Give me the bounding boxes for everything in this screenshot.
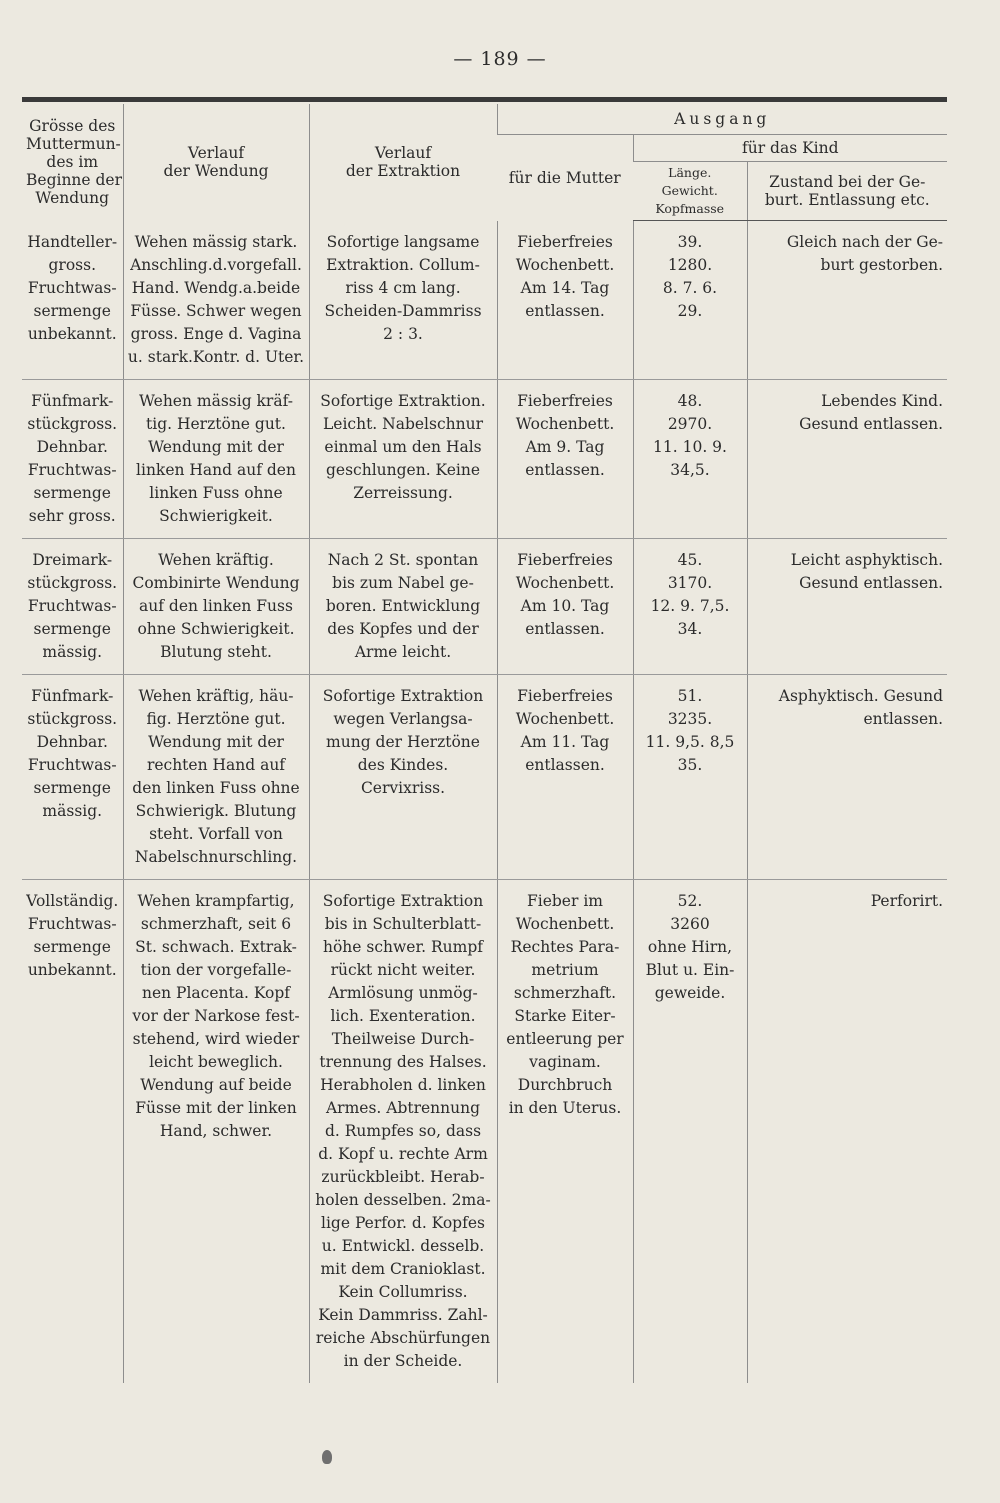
- cell-line: Sofortige Extraktion: [322, 891, 484, 910]
- header-verlauf-wendung: Verlauf der Wendung: [123, 104, 309, 221]
- header-fuer-mutter: für die Mutter: [508, 168, 621, 187]
- cell-line: 2 : 3.: [383, 324, 423, 343]
- cell-line: Kein Dammriss. Zahl-: [318, 1305, 488, 1324]
- cell-line: u. stark.Kontr. d. Uter.: [127, 347, 305, 366]
- cell-groesse: [22, 674, 123, 879]
- cell-line: Gleich nach der Ge-: [786, 233, 944, 251]
- cell-wendung: [123, 538, 309, 674]
- cell-line: entleerung per: [506, 1029, 624, 1048]
- cell-line: 12. 9. 7,5.: [650, 596, 730, 615]
- cell-line: 3235.: [667, 709, 713, 728]
- cell-masse: [633, 221, 747, 380]
- cell-line: entlassen.: [525, 755, 605, 774]
- header-verlauf-extraktion: Verlauf der Extraktion: [309, 104, 497, 221]
- cell-line: Nach 2 St. spontan: [327, 550, 479, 569]
- cell-line: 11. 9,5. 8,5: [645, 732, 735, 751]
- cell-line: Theilweise Durch-: [331, 1029, 475, 1048]
- cell-line: Wochenbett.: [515, 255, 615, 274]
- cell-line: Hand, schwer.: [159, 1121, 273, 1140]
- cell-line: mung der Herztöne: [326, 732, 480, 751]
- cell-line: vor der Narkose fest-: [132, 1006, 300, 1025]
- cell-line: 3170.: [667, 573, 713, 592]
- cell-zustand: [747, 221, 947, 380]
- cell-line: Leicht asphyktisch.: [790, 550, 944, 569]
- cell-extraktion: [309, 674, 497, 879]
- cell-line: vaginam.: [529, 1052, 601, 1071]
- cell-line: d. Kopf u. rechte Arm: [318, 1144, 488, 1163]
- cell-line: 1280.: [667, 256, 713, 274]
- cell-line: gross.: [48, 255, 96, 274]
- cell-line: Combinirte Wendung: [132, 573, 300, 592]
- top-rule: [22, 97, 947, 102]
- cell-line: sermenge: [33, 301, 111, 320]
- header-laenge-gewicht: Länge. Gewicht. Kopfmasse: [633, 162, 747, 221]
- cell-line: Starke Eiter-: [514, 1006, 616, 1025]
- cell-line: bis in Schulterblatt-: [324, 914, 482, 933]
- cell-masse: [633, 538, 747, 674]
- cell-line: lich. Exenteration.: [330, 1006, 476, 1025]
- header-zustand: Zustand bei der Ge- burt. Entlassung etc.: [747, 162, 947, 221]
- cell-line: 34.: [677, 619, 703, 638]
- cell-wendung: [123, 221, 309, 380]
- cell-line: 34,5.: [670, 460, 710, 479]
- cell-line: Wochenbett.: [515, 414, 615, 433]
- cell-line: nen Placenta. Kopf: [141, 983, 290, 1002]
- cell-line: Fruchtwas-: [27, 914, 117, 933]
- cell-line: holen desselben. 2ma-: [315, 1190, 491, 1209]
- cell-line: Fruchtwas-: [27, 755, 117, 774]
- cell-extraktion: [309, 379, 497, 538]
- page-number: — 189 —: [453, 48, 547, 70]
- header-ausgang: Ausgang: [497, 104, 947, 135]
- cell-line: Fünfmark-: [31, 391, 114, 410]
- cell-line: 8. 7. 6.: [662, 279, 718, 297]
- cell-line: burt gestorben.: [820, 256, 944, 274]
- cell-line: Fruchtwas-: [27, 596, 117, 615]
- cell-line: Armes. Abtrennung: [325, 1098, 481, 1117]
- cell-line: boren. Entwicklung: [325, 596, 481, 615]
- cell-line: des Kindes.: [357, 755, 449, 774]
- cell-line: Sofortige Extraktion.: [320, 391, 486, 410]
- cell-line: Nabelschnurschling.: [134, 847, 298, 866]
- cell-line: Leicht. Nabelschnur: [322, 414, 484, 433]
- cell-extraktion: [309, 879, 497, 1383]
- cell-line: stückgross.: [27, 414, 118, 433]
- cell-line: 3260: [670, 914, 710, 933]
- cell-line: 2970.: [667, 414, 713, 433]
- cell-wendung: [123, 379, 309, 538]
- cell-line: Am 9. Tag: [525, 437, 605, 456]
- cell-line: sehr gross.: [28, 506, 116, 525]
- cell-line: Lebendes Kind.: [821, 391, 944, 410]
- cell-line: lige Perfor. d. Kopfes: [321, 1213, 485, 1232]
- table-row: [22, 221, 947, 380]
- cell-line: Sofortige langsame: [326, 232, 480, 251]
- cell-line: Fruchtwas-: [27, 460, 117, 479]
- cell-mutter: [497, 674, 633, 879]
- cell-groesse: [22, 538, 123, 674]
- cell-line: Fünfmark-: [31, 686, 114, 705]
- cell-line: Hand. Wendg.a.beide: [131, 278, 301, 297]
- cell-line: Perforirt.: [870, 891, 944, 910]
- cell-line: stückgross.: [27, 709, 118, 728]
- cell-line: 11. 10. 9.: [653, 437, 727, 456]
- cell-line: 29.: [677, 302, 703, 320]
- cell-wendung: [123, 674, 309, 879]
- cell-line: einmal um den Hals: [324, 437, 482, 456]
- cell-line: tig. Herztöne gut.: [146, 414, 286, 433]
- cell-line: Sofortige Extraktion: [322, 686, 484, 705]
- table-row: [22, 674, 947, 879]
- cell-line: sermenge: [33, 937, 111, 956]
- cell-line: Blut u. Ein-: [645, 960, 735, 979]
- cell-zustand: [747, 379, 947, 538]
- cell-line: Vollständig.: [26, 891, 119, 910]
- cell-groesse: [22, 221, 123, 380]
- cell-line: St. schwach. Extrak-: [135, 937, 297, 956]
- cell-line: Füsse. Schwer wegen: [130, 301, 302, 320]
- table-header: [22, 104, 947, 221]
- cell-line: linken Hand auf den: [136, 460, 296, 479]
- cell-mutter: [497, 538, 633, 674]
- cell-masse: [633, 674, 747, 879]
- cell-line: mässig.: [42, 801, 103, 820]
- cell-mutter: [497, 379, 633, 538]
- cell-line: tion der vorgefalle-: [140, 960, 292, 979]
- cell-line: Anschling.d.vorgefall.: [130, 255, 302, 274]
- cell-line: mässig.: [42, 642, 103, 661]
- cell-line: mit dem Cranioklast.: [320, 1259, 486, 1278]
- cell-line: Wendung auf beide: [140, 1075, 292, 1094]
- cell-line: Cervixriss.: [360, 778, 446, 797]
- cell-line: Asphyktisch. Gesund: [778, 686, 944, 705]
- cell-line: Wehen mässig kräf-: [138, 391, 294, 410]
- cell-line: Füsse mit der linken: [135, 1098, 297, 1117]
- cell-line: des Kopfes und der: [327, 619, 479, 638]
- cell-groesse: [22, 879, 123, 1383]
- header-fuer-kind: für das Kind: [633, 135, 947, 162]
- cell-line: Wendung mit der: [148, 437, 284, 456]
- cell-line: Fruchtwas-: [27, 278, 117, 297]
- cell-line: ohne Hirn,: [647, 937, 733, 956]
- cell-line: Dehnbar.: [36, 437, 108, 456]
- cell-line: Armlösung unmög-: [328, 983, 478, 1002]
- cell-groesse: [22, 379, 123, 538]
- cell-line: sermenge: [33, 778, 111, 797]
- cell-zustand: [747, 538, 947, 674]
- cell-line: entlassen.: [863, 709, 944, 728]
- cell-line: schmerzhaft.: [513, 983, 617, 1002]
- cell-line: Fieberfreies: [517, 550, 613, 569]
- cell-line: u. Entwickl. desselb.: [321, 1236, 485, 1255]
- cell-line: unbekannt.: [27, 960, 117, 979]
- cell-line: Am 11. Tag: [520, 732, 610, 751]
- cell-line: 39.: [677, 233, 703, 251]
- cell-line: riss 4 cm lang.: [345, 278, 461, 297]
- cell-line: Arme leicht.: [354, 642, 452, 661]
- cell-zustand: [747, 674, 947, 879]
- table-row: [22, 538, 947, 674]
- cell-line: stückgross.: [27, 573, 118, 592]
- cell-line: gross. Enge d. Vagina: [130, 324, 302, 343]
- cell-line: metrium: [531, 960, 599, 979]
- cell-line: steht. Vorfall von: [149, 824, 283, 843]
- table-row: [22, 379, 947, 538]
- cell-line: Fieberfreies: [517, 232, 613, 251]
- cell-line: 48.: [677, 391, 703, 410]
- cell-line: auf den linken Fuss: [139, 596, 293, 615]
- cell-line: 52.: [677, 891, 703, 910]
- cell-line: sermenge: [33, 619, 111, 638]
- cell-line: Schwierigk. Blutung: [135, 801, 297, 820]
- cell-line: stehend, wird wieder: [132, 1029, 300, 1048]
- cell-line: in den Uterus.: [508, 1098, 622, 1117]
- cell-line: Fieberfreies: [517, 391, 613, 410]
- cell-line: ohne Schwierigkeit.: [137, 619, 295, 638]
- cell-line: Wehen mässig stark.: [134, 232, 298, 251]
- cell-line: Wehen krampfartig,: [137, 891, 295, 910]
- cell-line: leicht beweglich.: [149, 1052, 283, 1071]
- cell-line: den linken Fuss ohne: [132, 778, 300, 797]
- cell-line: Rechtes Para-: [510, 937, 620, 956]
- cell-line: Handteller-: [27, 232, 118, 251]
- cell-line: Gesund entlassen.: [799, 414, 944, 433]
- cell-line: rückt nicht weiter.: [330, 960, 476, 979]
- cell-line: Herabholen d. linken: [320, 1075, 486, 1094]
- table-body: [22, 221, 947, 1383]
- cell-line: Wochenbett.: [515, 573, 615, 592]
- cell-extraktion: [309, 538, 497, 674]
- cell-line: fig. Herztöne gut.: [146, 709, 286, 728]
- cell-line: 51.: [677, 686, 703, 705]
- header-groesse: Grösse des Muttermun- des im Beginne der Wendung: [26, 117, 123, 208]
- cell-line: in der Scheide.: [343, 1351, 463, 1370]
- cell-line: Am 14. Tag: [520, 278, 610, 297]
- cell-line: 35.: [677, 755, 703, 774]
- cell-zustand: [747, 879, 947, 1383]
- cell-extraktion: [309, 221, 497, 380]
- cell-line: geschlungen. Keine: [325, 460, 481, 479]
- cell-line: geweide.: [654, 983, 726, 1002]
- cell-line: trennung des Halses.: [319, 1052, 487, 1071]
- cell-line: wegen Verlangsa-: [333, 709, 473, 728]
- cell-line: schmerzhaft, seit 6: [140, 914, 292, 933]
- cell-mutter: [497, 221, 633, 380]
- case-table: [22, 104, 947, 1383]
- cell-line: Zerreissung.: [353, 483, 453, 502]
- cell-line: Dehnbar.: [36, 732, 108, 751]
- cell-line: bis zum Nabel ge-: [332, 573, 474, 592]
- cell-line: entlassen.: [525, 301, 605, 320]
- ink-blot-ornament: [322, 1450, 332, 1464]
- cell-line: Dreimark-: [32, 550, 113, 569]
- cell-line: Wochenbett.: [515, 709, 615, 728]
- cell-line: linken Fuss ohne: [149, 483, 283, 502]
- cell-line: Scheiden-Dammriss: [324, 301, 482, 320]
- cell-wendung: [123, 879, 309, 1383]
- cell-line: Extraktion. Collum-: [326, 255, 480, 274]
- cell-line: Gesund entlassen.: [799, 573, 944, 592]
- cell-line: sermenge: [33, 483, 111, 502]
- cell-line: Fieberfreies: [517, 686, 613, 705]
- cell-line: Wochenbett.: [515, 914, 615, 933]
- cell-line: reiche Abschürfungen: [315, 1328, 491, 1347]
- cell-line: höhe schwer. Rumpf: [322, 937, 484, 956]
- cell-masse: [633, 879, 747, 1383]
- table-row: [22, 879, 947, 1383]
- cell-line: Kein Collumriss.: [338, 1282, 468, 1301]
- cell-line: rechten Hand auf: [146, 755, 286, 774]
- cell-line: d. Rumpfes so, dass: [324, 1121, 482, 1140]
- cell-line: Wehen kräftig.: [158, 550, 274, 569]
- cell-line: entlassen.: [525, 619, 605, 638]
- cell-line: Am 10. Tag: [520, 596, 610, 615]
- cell-line: unbekannt.: [27, 324, 117, 343]
- cell-line: zurückbleibt. Herab-: [321, 1167, 485, 1186]
- cell-line: Wendung mit der: [148, 732, 284, 751]
- cell-line: Wehen kräftig, häu-: [138, 686, 294, 705]
- cell-line: entlassen.: [525, 460, 605, 479]
- cell-line: 45.: [677, 550, 703, 569]
- cell-line: Blutung steht.: [160, 642, 272, 661]
- cell-masse: [633, 379, 747, 538]
- cell-line: Durchbruch: [517, 1075, 613, 1094]
- cell-line: Schwierigkeit.: [159, 506, 273, 525]
- cell-line: Fieber im: [527, 891, 603, 910]
- cell-mutter: [497, 879, 633, 1383]
